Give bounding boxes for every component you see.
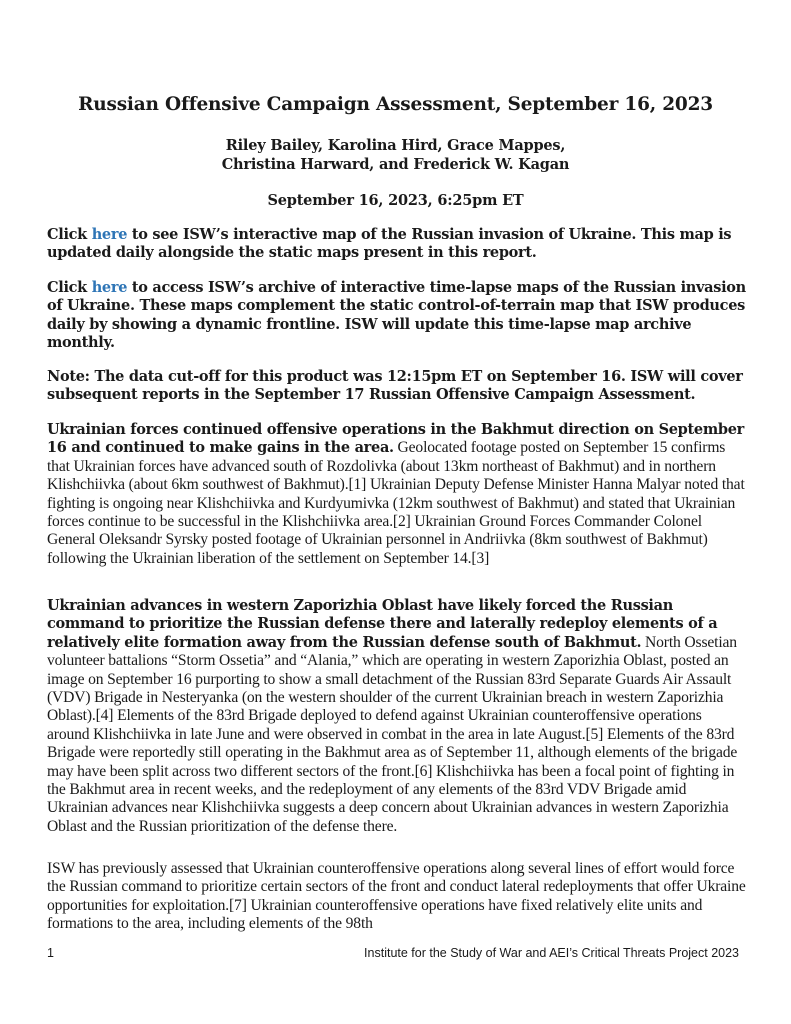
page-number: 1 [47,946,54,960]
intro-p1-suffix: to see ISW’s interactive map of the Russian invasion of Ukraine. This map is updated daily alongside the static maps present in this report. [47,226,732,262]
document-title: Russian Offensive Campaign Assessment, September 16, 2023 [78,94,713,115]
assessment-paragraph [47,860,747,934]
intro-p2-prefix: Click [47,279,92,296]
zaporizhia-lead: Ukrainian advances in western Zaporizhia Oblast have likely forced the Russian command to prioritize the Russian defense there and laterally redeploy elements of a relatively elite formation away from the Russian defense south of Bakhmut. [47,597,718,651]
footer-source: Institute for the Study of War and AEI’s Critical Threats Project 2023 [364,946,739,960]
intro-paragraph-archive [47,279,747,353]
interactive-map-link[interactable]: here [91,226,128,243]
zaporizhia-paragraph [47,597,747,836]
zaporizhia-text: North Ossetian volunteer battalions “Storm Ossetia” and “Alania,” which are operating in western Zaporizhia Oblast, posted an image on September 16 purporting to show a small detachment of the Russian 83rd Separate Guards Air Assault (VDV) Brigade in Nesteryanka (on the western shoulder of the current Ukrainian breach in western Zaporizhia Oblast).[4] Elements of the 83rd Brigade deployed to defend against Ukrainian counteroffensive operations around Klishchiivka in late June and were observed in combat in the area in late August.[5] Elements of the 83rd Brigade were reportedly still operating in the Bakhmut area as of September 11, although elements of the brigade may have been split across two different sectors of the front.[6] Klishchiivka has been a focal point of fighting in the Bakhmut area in recent weeks, and the redeployment of any elements of the 83rd VDV Brigade amid Ukrainian advances near Klishchiivka suggests a deep concern about Ukrainian advances in western Zaporizhia Oblast and the Russian prioritization of the defense there. [47,633,738,835]
authors-block [0,136,791,174]
intro-paragraph-map [47,226,747,263]
bakhmut-text: Geolocated footage posted on September 15 confirms that Ukrainian forces have advanced south of Rozdolivka (about 13km northeast of Bakhmut) and in northern Klishchiivka (about 6km southwest of Bakhmut).[1] Ukrainian Deputy Defense Minister Hanna Malyar noted that fighting is ongoing near Klishchiivka and Kurdyumivka (12km southwest of Bakhmut) and stated that Ukrainian forces continue to be successful in the Klishchiivka area.[2] Ukrainian Ground Forces Commander Colonel General Oleksandr Syrsky posted footage of Ukrainian personnel in Andriivka (8km southwest of Bakhmut) following the Ukrainian liberation of the settlement on September 14.[3] [47,439,745,567]
time-lapse-archive-link[interactable]: here [91,279,128,296]
intro-p2-suffix: to access ISW’s archive of interactive time-lapse maps of the Russian invasion of Ukraine. These maps complement the static control-of-terrain map that ISW produces daily by showing a dynamic frontline. ISW will update this time-lapse map archive monthly. [47,279,746,352]
assessment-text: ISW has previously assessed that Ukrainian counteroffensive operations along several lines of effort would force the Russian command to prioritize certain sectors of the front and conduct lateral redeployments that offer Ukraine opportunities for exploitation.[7] Ukrainian counteroffensive operations have fixed relatively elite units and formations to the area, including elements of the 98th [47,860,746,933]
bakhmut-lead: Ukrainian forces continued offensive operations in the Bakhmut direction on September 16 and continued to make gains in the area. [47,421,744,457]
data-cutoff-note: Note: The data cut-off for this product was 12:15pm ET on September 16. ISW will cover subsequent reports in the September 17 Russian Offensive Campaign Assessment. [47,368,743,404]
bakhmut-paragraph [47,421,747,568]
authors-line-1: Riley Bailey, Karolina Hird, Grace Mappes, [225,137,566,154]
authors-line-2: Christina Harward, and Frederick W. Kagan [221,156,570,173]
intro-p1-prefix: Click [47,226,92,243]
publication-date: September 16, 2023, 6:25pm ET [267,192,524,209]
